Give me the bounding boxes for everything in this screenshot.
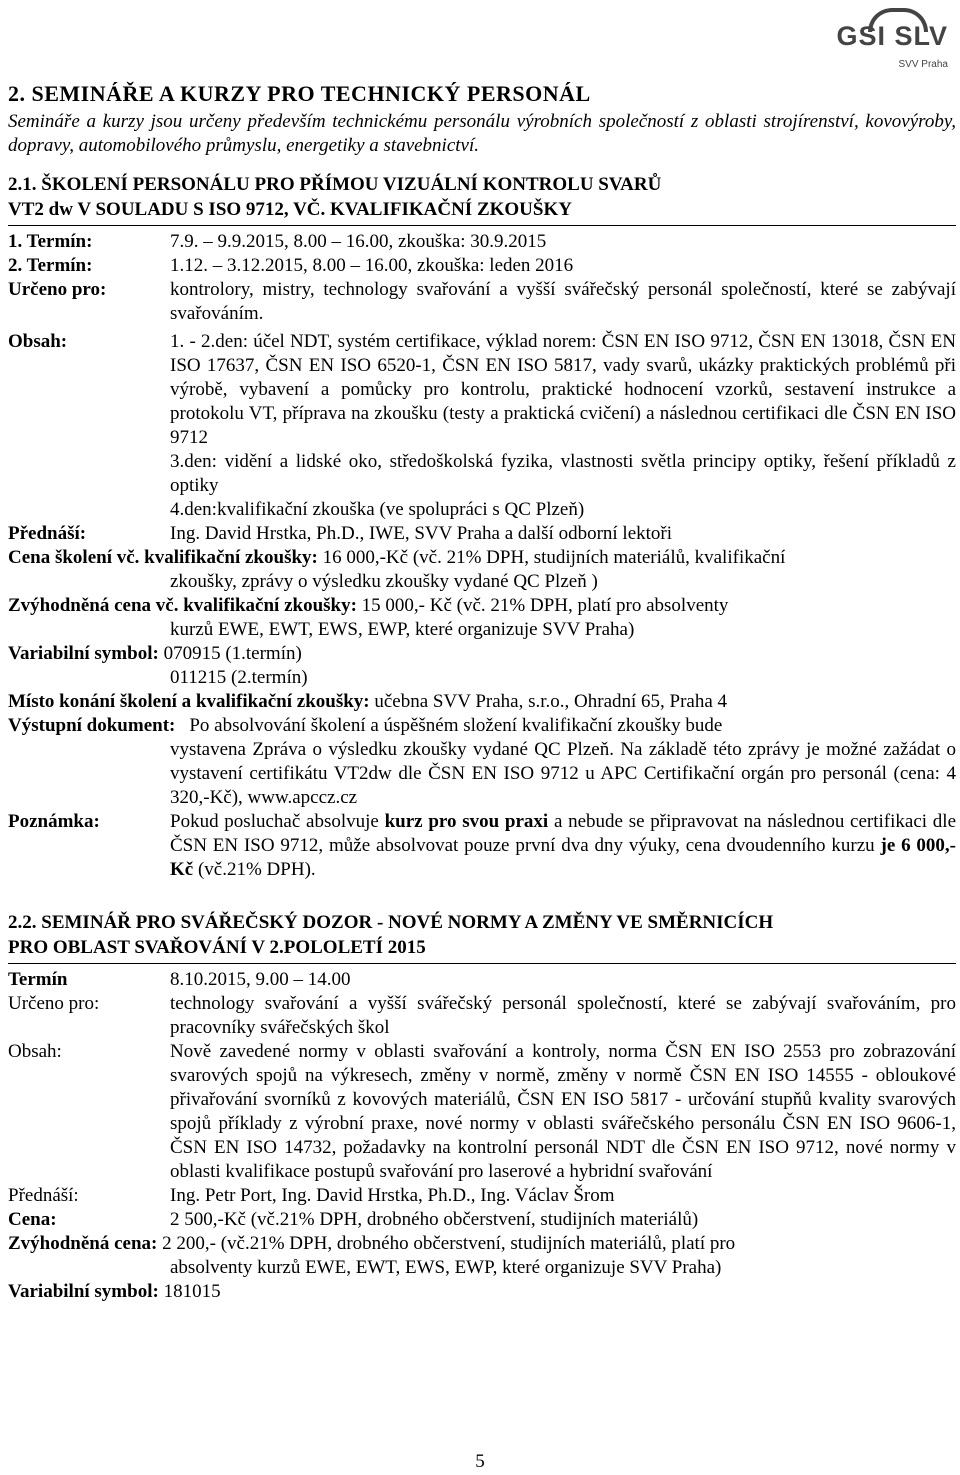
note-bold1: kurz pro svou praxi <box>384 811 549 832</box>
lecturer-value: Ing. David Hrstka, Ph.D., IWE, SVV Praha a další odborní lektoři <box>170 523 673 544</box>
section-intro: Semináře a kurzy jsou určeny především technickému personálu výrobních společností z oblasti strojírenství, kovovýroby, dopravy, automobilového průmyslu, energetiky a stavebnictví. <box>8 111 956 156</box>
discount-label: Zvýhodněná cena: <box>8 1233 158 1254</box>
term1-value: 7.9. – 9.9.2015, 8.00 – 16.00, zkouška: 30.9.2015 <box>170 231 547 252</box>
course2-discount <box>8 1232 956 1256</box>
course2-term <box>8 968 956 992</box>
price-value: 2 500,-Kč (vč.21% DPH, drobného občerstvení, studijních materiálů) <box>170 1209 699 1230</box>
course1-note <box>8 810 956 882</box>
price-cont: zkoušky, zprávy o výsledku zkoušky vydané QC Plzeň ) <box>170 571 598 592</box>
course1-place <box>8 690 956 714</box>
place-value: učebna SVV Praha, s.r.o., Ohradní 65, Praha 4 <box>374 691 728 712</box>
term2-value: 1.12. – 3.12.2015, 8.00 – 16.00, zkouška: leden 2016 <box>170 255 574 276</box>
course1-audience <box>8 278 956 326</box>
course1-price <box>8 546 956 570</box>
course1-heading-line1: 2.1. ŠKOLENÍ PERSONÁLU PRO PŘÍMOU VIZUÁLNÍ KONTROLU SVARŮ <box>8 174 662 195</box>
content-label: Obsah: <box>8 1041 62 1062</box>
course1-term1 <box>8 230 956 254</box>
section-title: 2. SEMINÁŘE A KURZY PRO TECHNICKÝ PERSONÁL <box>8 81 591 106</box>
page-number: 5 <box>475 1451 485 1472</box>
course1-lecturer <box>8 522 956 546</box>
note-part3: (vč.21% DPH). <box>193 859 316 880</box>
course2-audience <box>8 992 956 1040</box>
spacer <box>8 882 956 910</box>
course2-heading-line2: PRO OBLAST SVAŘOVÁNÍ V 2.POLOLETÍ 2015 <box>8 935 956 964</box>
course2-content <box>8 1040 956 1184</box>
course2-vs <box>8 1280 956 1304</box>
vs-value1: 070915 (1.termín) <box>163 643 302 664</box>
output-label: Výstupní dokument: <box>8 715 176 736</box>
company-logo <box>836 8 948 70</box>
vs-label: Variabilní symbol: <box>8 1281 159 1302</box>
lecturer-label: Přednáší: <box>8 523 87 544</box>
content-label: Obsah: <box>8 331 68 352</box>
document-content <box>8 80 956 1304</box>
course2-heading-line1: 2.2. SEMINÁŘ PRO SVÁŘEČSKÝ DOZOR - NOVÉ NORMY A ZMĚNY VE SMĚRNICÍCH <box>8 912 774 933</box>
audience-value: kontrolory, mistry, technology svařování a vyšší svářečský personál společností, které se zabývají svařováním. <box>170 279 956 324</box>
course1-output <box>8 714 956 738</box>
place-label: Místo konání školení a kvalifikační zkoušky: <box>8 691 370 712</box>
audience-value: technology svařování a vyšší svářečský personál společností, které se zabývají svařováním, pro pracovníky svářečských škol <box>170 993 956 1038</box>
content-day3: 3.den: vidění a lidské oko, středoškolská fyzika, vlastnosti světla principy optiky, řešení příkladů z optiky <box>170 451 956 496</box>
note-part1: Pokud posluchač absolvuje <box>170 811 385 832</box>
discount-cont: kurzů EWE, EWT, EWS, EWP, které organizuje SVV Praha) <box>170 619 635 640</box>
course2-lecturer <box>8 1184 956 1208</box>
audience-label: Určeno pro: <box>8 993 100 1014</box>
term-label: Termín <box>8 969 68 990</box>
note-value <box>170 810 956 882</box>
course1-heading-line2: VT2 dw V SOULADU S ISO 9712, VČ. KVALIFIKAČNÍ ZKOUŠKY <box>8 197 956 226</box>
note-bold2: je 6 000,-Kč <box>170 835 957 880</box>
price-label: Cena školení vč. kvalifikační zkoušky: <box>8 547 318 568</box>
output-cont: vystavena Zpráva o výsledku zkoušky vydané QC Plzeň. Na základě této zprávy je možné zažádat o vystavení certifikátu VT2dw dle ČSN EN ISO 9712 u APC Certifikační orgán pro personál (cena: 4 320,-Kč), www.apccz.cz <box>170 739 956 808</box>
course1-discount <box>8 594 956 618</box>
term-value: 8.10.2015, 9.00 – 14.00 <box>170 969 351 990</box>
course1-content <box>8 330 956 450</box>
term1-label: 1. Termín: <box>8 231 93 252</box>
content-day4: 4.den:kvalifikační zkouška (ve spolupráci s QC Plzeň) <box>170 499 585 520</box>
content-value: Nově zavedené normy v oblasti svařování a kontroly, norma ČSN EN ISO 2553 pro zobrazování svarových spojů na výkresech, změny v normě, změny v normě ČSN EN ISO 14555 - obloukové přivařování svorníků z kovových materiálů, ČSN EN ISO 5817 - určování stupňů kvality svarových spojů příklady z výrobní praxe, nové normy v oblasti svářečského personálu ČSN EN ISO 9606-1, ČSN EN ISO 14732, požadavky na kontrolní personál NDT dle ČSN EN ISO 9712, nové normy v oblasti kvalifikace postupů svařování pro laserové a hybridní svařování <box>170 1041 956 1182</box>
discount-cont: absolventy kurzů EWE, EWT, EWS, EWP, které organizuje SVV Praha) <box>170 1257 722 1278</box>
note-label: Poznámka: <box>8 811 100 832</box>
course1-vs <box>8 642 956 666</box>
content-day1: 1. - 2.den: účel NDT, systém certifikace, výklad norem: ČSN EN ISO 9712, ČSN EN 13018, ČSN EN ISO 17637, ČSN EN ISO 6520-1, ČSN EN ISO 5817, vady svarů, ukázky praktických problémů při výrobě, vybavení a pomůcky pro kontrolu, praktické hodnocení vzorků, sestavení instrukce a protokolu VT, příprava na zkoušku (testy a praktická cvičení) a následnou certifikaci dle ČSN EN ISO 9712 <box>170 331 956 448</box>
term2-label: 2. Termín: <box>8 255 93 276</box>
price-label: Cena: <box>8 1209 57 1230</box>
discount-value: 15 000,- Kč (vč. 21% DPH, platí pro absolventy <box>361 595 729 616</box>
vs-value: 181015 <box>163 1281 221 1302</box>
audience-label: Určeno pro: <box>8 279 107 300</box>
note-part2: a nebude se připravovat na následnou certifikaci dle ČSN EN ISO 9712, může absolvovat pouze první dva dny výuky, cena dvoudenního kurzu <box>170 811 957 856</box>
output-value: Po absolvování školení a úspěšném složení kvalifikační zkoušky bude <box>189 715 723 736</box>
vs-value2: 011215 (2.termín) <box>170 667 308 688</box>
course1-term2 <box>8 254 956 278</box>
lecturer-label: Přednáší: <box>8 1185 79 1206</box>
vs-label: Variabilní symbol: <box>8 643 159 664</box>
lecturer-value: Ing. Petr Port, Ing. David Hrstka, Ph.D., Ing. Václav Šrom <box>170 1185 615 1206</box>
discount-label: Zvýhodněná cena vč. kvalifikační zkoušky: <box>8 595 357 616</box>
discount-value: 2 200,- (vč.21% DPH, drobného občerstvení, studijních materiálů, platí pro <box>162 1233 736 1254</box>
logo-subtitle: SVV Praha <box>898 59 948 70</box>
price-value: 16 000,-Kč (vč. 21% DPH, studijních materiálů, kvalifikační <box>322 547 786 568</box>
logo-text: GSI SLV <box>836 21 948 51</box>
course2-price <box>8 1208 956 1232</box>
